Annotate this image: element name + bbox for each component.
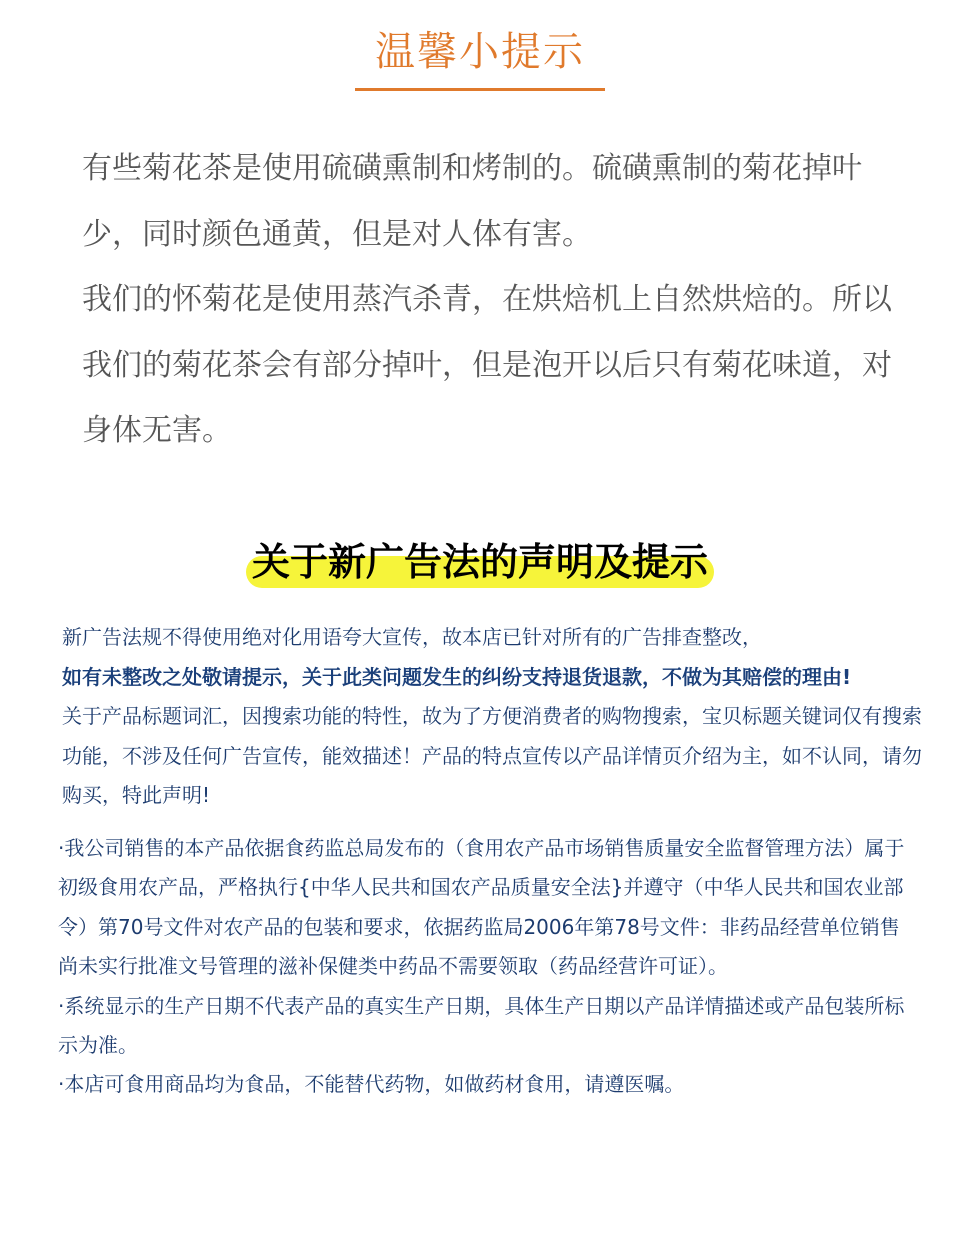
legal-item-1: ·我公司销售的本产品依据食药监总局发布的（食用农产品市场销售质量安全监督管理方法）属于初级食用农产品，严格执行{中华人民共和国农产品质量安全法}并遵守（中华人民共和国农业部令）第70号文件对农产品的包装和要求，依据药监局2006年第78号文件：非药品经营单位销售尚未实行批准文号管理的滋补保健类中药品不需要领取（药品经营许可证）。: [58, 836, 905, 979]
notice-line-1: 新广告法规不得使用绝对化用语夸大宣传，故本店已针对所有的广告排查整改，: [62, 625, 762, 649]
notice-title-text: 关于新广告法的声明及提示: [251, 540, 708, 584]
tips-body: [82, 136, 912, 464]
notice-line-3: 关于产品标题词汇，因搜索功能的特性，故为了方便消费者的购物搜索，宝贝标题关键词仅有搜索功能，不涉及任何广告宣传，能效描述！产品的特点宣传以产品详情页介绍为主，如不认同，请勿购买，特此声明!: [62, 704, 922, 807]
notice-title: [246, 534, 714, 590]
tips-title-underline: [355, 88, 605, 91]
tips-paragraph-1: 有些菊花茶是使用硫磺熏制和烤制的。硫磺熏制的菊花掉叶少，同时颜色通黄，但是对人体有害。: [82, 151, 862, 252]
notice-title-wrap: [0, 534, 960, 590]
legal-item-3: ·本店可食用商品均为食品，不能替代药物，如做药材食用，请遵医嘱。: [58, 1072, 685, 1097]
tips-paragraph-2: 我们的怀菊花是使用蒸汽杀青，在烘焙机上自然烘焙的。所以我们的菊花茶会有部分掉叶，但是泡开以后只有菊花味道，对身体无害。: [82, 282, 892, 448]
legal-item-2: ·系统显示的生产日期不代表产品的真实生产日期，具体生产日期以产品详情描述或产品包装所标示为准。: [58, 993, 905, 1058]
tips-title: 温馨小提示: [375, 29, 585, 75]
notice-line-2-bold: 如有未整改之处敬请提示，关于此类问题发生的纠纷支持退货退款，不做为其赔偿的理由!: [62, 664, 852, 689]
notice-body: [62, 618, 932, 816]
legal-body: [58, 829, 918, 1105]
